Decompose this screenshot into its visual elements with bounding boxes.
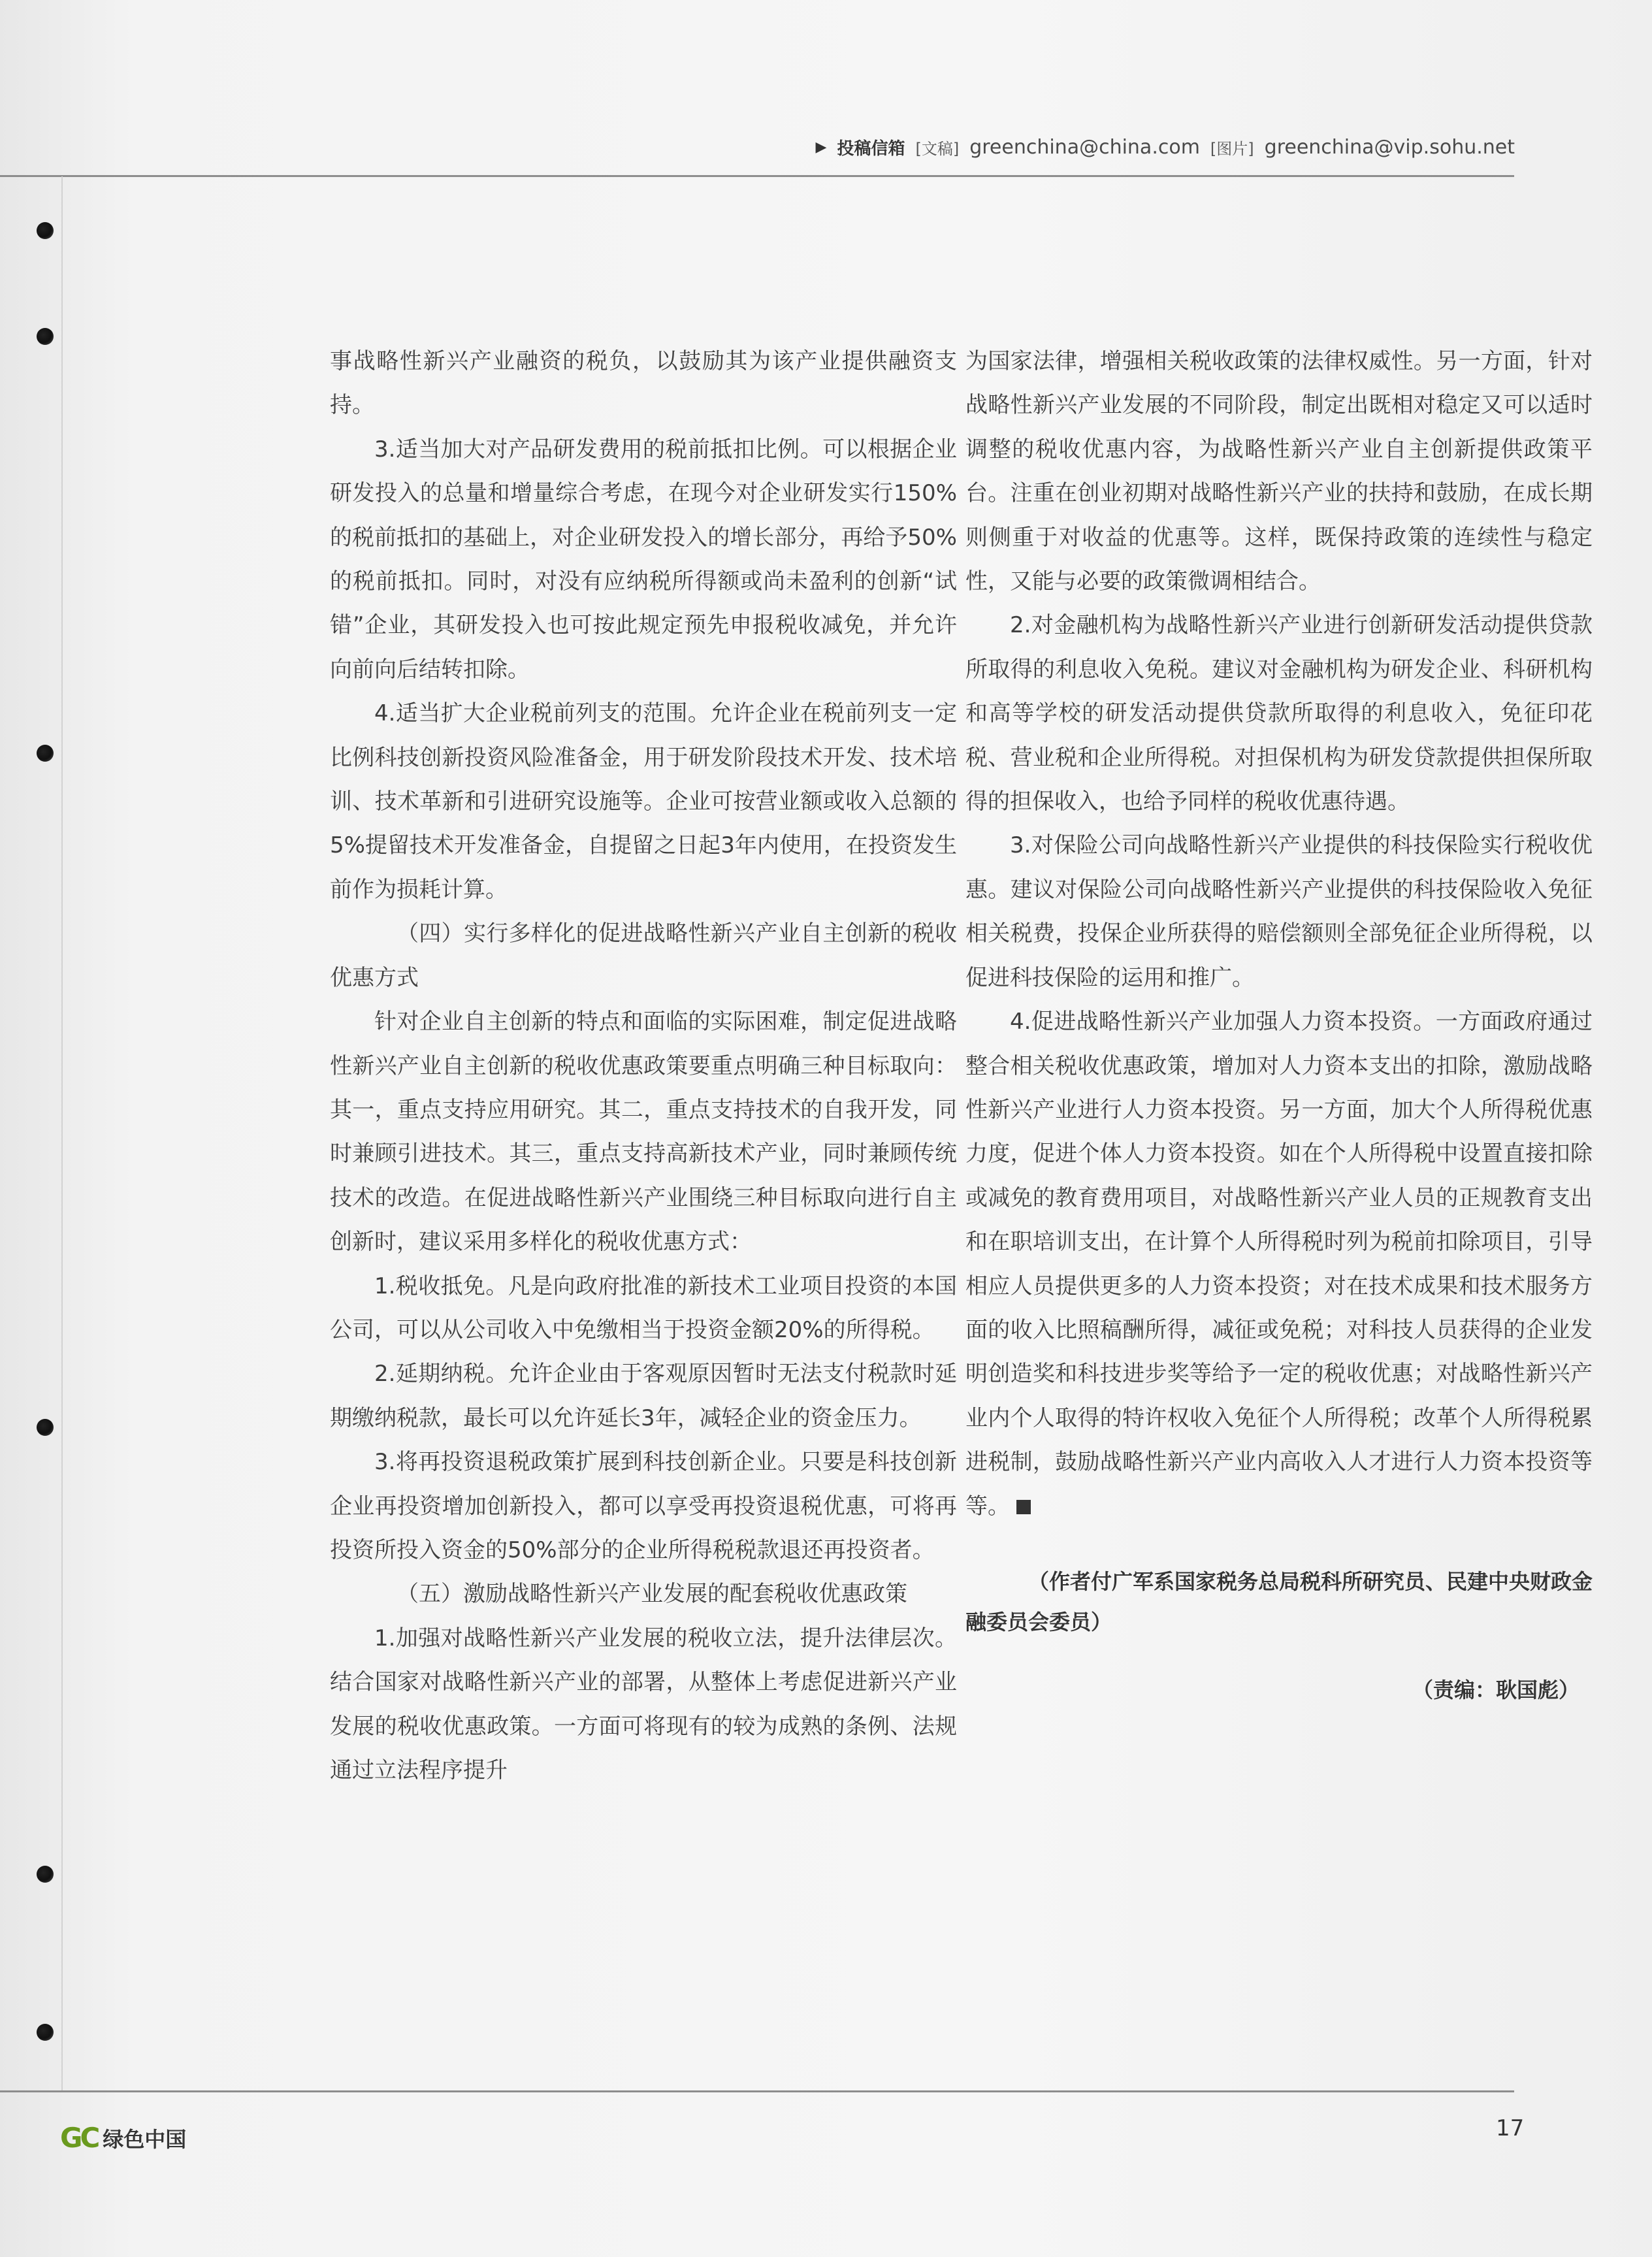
punch-hole-icon	[37, 745, 54, 762]
author-byline: （作者付广军系国家税务总局税科所研究员、民建中央财政金融委员会委员）	[965, 1568, 1593, 1634]
section-subheading: （五）激励战略性新兴产业发展的配套税收优惠政策	[397, 1581, 907, 1608]
body-paragraph: 2.延期纳税。允许企业由于客观原因暂时无法支付税款时延期缴纳税款，最长可以允许延长3年，减轻企业的资金压力。	[330, 1361, 957, 1431]
body-paragraph: 4.适当扩大企业税前列支的范围。允许企业在税前列支一定比例科技创新投资风险准备金，用于研发阶段技术开发、技术培训、技术革新和引进研究设施等。企业可按营业额或收入总额的5%提留技术开发准备金，自提留之日起3年内使用，在投资发生前作为损耗计算。	[330, 700, 957, 903]
page-number: 17	[1496, 2115, 1525, 2141]
body-paragraph: 为国家法律，增强相关税收政策的法律权威性。另一方面，针对战略性新兴产业发展的不同阶段，制定出既相对稳定又可以适时调整的税收优惠内容，为战略性新兴产业自主创新提供政策平台。注重在创业初期对战略性新兴产业的扶持和鼓励，在成长期则侧重于对收益的优惠等。这样，既保持政策的连续性与稳定性，又能与必要的政策微调相结合。	[965, 348, 1593, 595]
footer-rule	[0, 2090, 1514, 2092]
body-paragraph: 3.适当加大对产品研发费用的税前抵扣比例。可以根据企业研发投入的总量和增量综合考虑，在现今对企业研发实行150%的税前抵扣的基础上，对企业研发投入的增长部分，再给予50%的税前抵扣。同时，对没有应纳税所得额或尚未盈利的创新“试错”企业，其研发投入也可按此规定预先申报税收减免，并允许向前向后结转扣除。	[330, 436, 957, 683]
left-text-column	[330, 340, 957, 1793]
text-submission-email: greenchina@china.com	[969, 135, 1200, 159]
body-paragraph: 3.将再投资退税政策扩展到科技创新企业。只要是科技创新企业再投资增加创新投入，都可以享受再投资退税优惠，可将再投资所投入资金的50%部分的企业所得税税款退还再投资者。	[330, 1449, 957, 1563]
body-paragraph: 1.加强对战略性新兴产业发展的税收立法，提升法律层次。结合国家对战略性新兴产业的部署，从整体上考虑促进新兴产业发展的税收优惠政策。一方面可将现有的较为成熟的条例、法规通过立法程序提升	[330, 1625, 957, 1783]
end-mark-icon	[1016, 1500, 1031, 1514]
body-paragraph: 1.税收抵免。凡是向政府批准的新技术工业项目投资的本国公司，可以从公司收入中免缴相当于投资金额20%的所得税。	[330, 1273, 957, 1343]
punch-hole-icon	[37, 222, 54, 239]
margin-rule	[61, 176, 63, 2090]
punch-hole-icon	[37, 328, 54, 345]
body-paragraph: 事战略性新兴产业融资的税负，以鼓励其为该产业提供融资支持。	[330, 348, 957, 419]
text-submission-tag: [文稿]	[915, 139, 960, 158]
image-submission-email: greenchina@vip.sohu.net	[1264, 135, 1515, 159]
gc-logo-mark: GC	[60, 2122, 98, 2154]
right-text-column	[965, 340, 1593, 1712]
binding-holes	[37, 0, 56, 2257]
image-submission-tag: [图片]	[1210, 139, 1254, 158]
header-rule	[0, 175, 1514, 177]
body-paragraph: 4.促进战略性新兴产业加强人力资本投资。一方面政府通过整合相关税收优惠政策，增加对人力资本支出的扣除，激励战略性新兴产业进行人力资本投资。另一方面，加大个人所得税优惠力度，促进个体人力资本投资。如在个人所得税中设置直接扣除或减免的教育费用项目，对战略性新兴产业人员的正规教育支出和在职培训支出，在计算个人所得税时列为税前扣除项目，引导相应人员提供更多的人力资本投资；对在技术成果和技术服务方面的收入比照稿酬所得，减征或免税；对科技人员获得的企业发明创造奖和科技进步奖等给予一定的税收优惠；对战略性新兴产业内个人取得的特许权收入免征个人所得税；改革个人所得税累进税制，鼓励战略性新兴产业内高收入人才进行人力资本投资等等。	[965, 1009, 1593, 1519]
magazine-name: 绿色中国	[103, 2126, 187, 2152]
magazine-logo	[60, 2122, 186, 2154]
punch-hole-icon	[37, 2024, 54, 2041]
triangle-arrow-icon: ▶	[815, 138, 827, 155]
punch-hole-icon	[37, 1419, 54, 1436]
submission-label: 投稿信箱	[837, 138, 905, 159]
right-paragraphs	[965, 340, 1593, 1529]
section-subheading: （四）实行多样化的促进战略性新兴产业自主创新的税收优惠方式	[330, 920, 957, 991]
body-paragraph: 2.对金融机构为战略性新兴产业进行创新研发活动提供贷款所取得的利息收入免税。建议对金融机构为研发企业、科研机构和高等学校的研发活动提供贷款所取得的利息收入，免征印花税、营业税和企业所得税。对担保机构为研发贷款提供担保所取得的担保收入，也给予同样的税收优惠待遇。	[965, 612, 1593, 815]
body-paragraph: 3.对保险公司向战略性新兴产业提供的科技保险实行税收优惠。建议对保险公司向战略性新兴产业提供的科技保险收入免征相关税费，投保企业所获得的赔偿额则全部免征企业所得税，以促进科技保险的运用和推广。	[965, 832, 1593, 991]
punch-hole-icon	[37, 1866, 54, 1883]
body-paragraph: 针对企业自主创新的特点和面临的实际困难，制定促进战略性新兴产业自主创新的税收优惠政策要重点明确三种目标取向：其一，重点支持应用研究。其二，重点支持技术的自我开发，同时兼顾引进技术。其三，重点支持高新技术产业，同时兼顾传统技术的改造。在促进战略性新兴产业围绕三种目标取向进行自主创新时，建议采用多样化的税收优惠方式：	[330, 1009, 957, 1256]
page-header	[816, 131, 1515, 163]
editor-credit: （责编：耿国彪）	[1412, 1677, 1579, 1702]
